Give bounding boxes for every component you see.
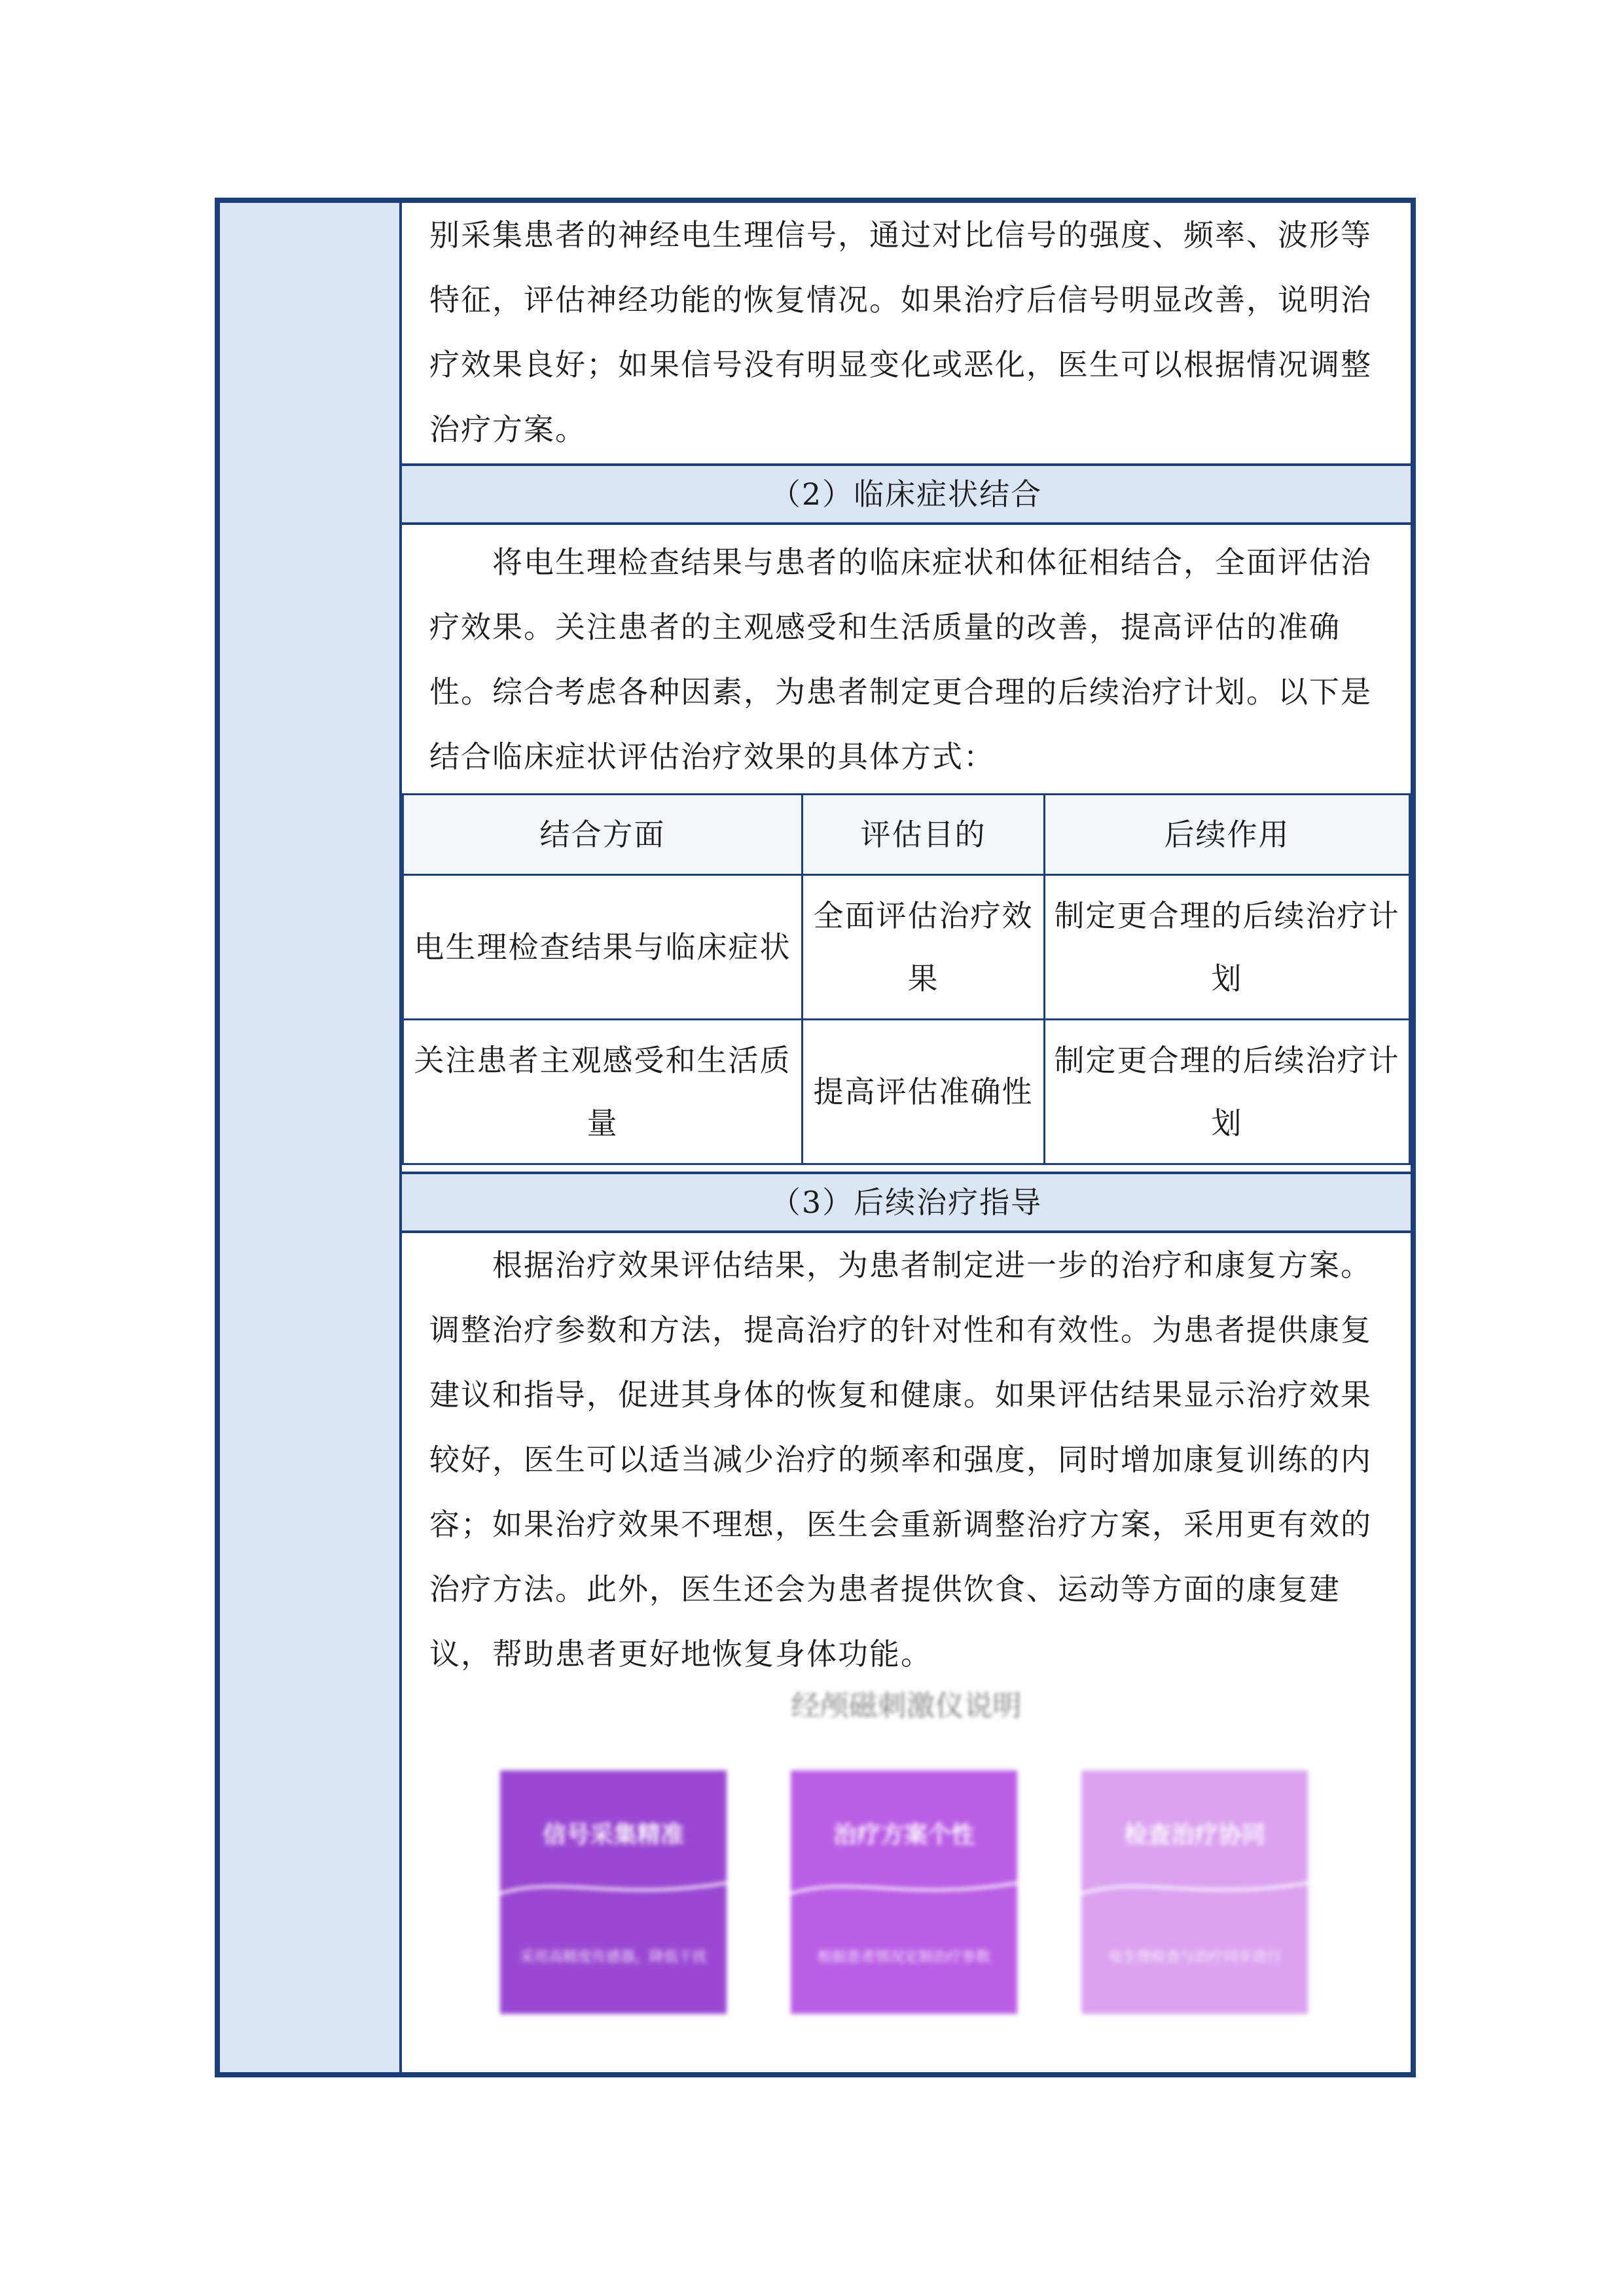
table-header-cell: 后续作用 [1045, 795, 1410, 875]
table-cell: 提高评估准确性 [803, 1020, 1045, 1164]
wave-divider-icon [1081, 1869, 1308, 1908]
table-row [403, 1020, 1410, 1164]
section2-paragraph: 将电生理检查结果与患者的临床症状和体征相结合，全面评估治疗效果。关注患者的主观感受和生活质量的改善，提高评估的准确性。综合考虑各种因素，为患者制定更合理的后续治疗计划。以下是结合临床症状评估治疗效果的具体方式： [429, 545, 1372, 774]
table-row [403, 875, 1410, 1020]
feature-card-desc: 采用高精度传感器，降低干扰 [519, 1949, 707, 1965]
assessment-table [402, 793, 1411, 1165]
section3-heading: （3）后续治疗指导 [402, 1172, 1411, 1233]
feature-card-desc: 电生理检查与治疗同步进行 [1108, 1949, 1281, 1965]
section2-heading: （2）临床症状结合 [402, 463, 1411, 525]
table-header-cell: 评估目的 [803, 795, 1045, 875]
table-header-row [403, 795, 1410, 875]
feature-card-title: 检查治疗协同 [1123, 1821, 1265, 1848]
device-infographic [402, 1682, 1411, 2075]
table-cell: 制定更合理的后续治疗计划 [1045, 1020, 1410, 1164]
table-cell: 全面评估治疗效果 [803, 875, 1045, 1020]
feature-card-desc: 根据患者情况定制治疗参数 [817, 1949, 990, 1965]
feature-card [500, 1770, 727, 2014]
feature-card [791, 1770, 1017, 2014]
feature-card [1081, 1770, 1308, 2014]
wave-divider-icon [791, 1869, 1017, 1908]
table-cell: 制定更合理的后续治疗计划 [1045, 875, 1410, 1020]
document-frame [215, 198, 1416, 2077]
feature-card-title: 信号采集精准 [542, 1821, 684, 1848]
content-column [402, 203, 1411, 2072]
section1-paragraph: 别采集患者的神经电生理信号，通过对比信号的强度、频率、波形等特征，评估神经功能的恢复情况。如果治疗后信号明显改善，说明治疗效果良好；如果信号没有明显变化或恶化，医生可以根据情况调整治疗方案。 [429, 217, 1372, 447]
feature-card-title: 治疗方案个性 [833, 1821, 975, 1848]
section3-paragraph: 根据治疗效果评估结果，为患者制定进一步的治疗和康复方案。调整治疗参数和方法，提高治疗的针对性和有效性。为患者提供康复建议和指导，促进其身体的恢复和健康。如果评估结果显示治疗效果较好，医生可以适当减少治疗的频率和强度，同时增加康复训练的内容；如果治疗效果不理想，医生会重新调整治疗方案，采用更有效的治疗方法。此外，医生还会为患者提供饮食、运动等方面的康复建议，帮助患者更好地恢复身体功能。 [429, 1247, 1372, 1672]
table-header-cell: 结合方面 [403, 795, 803, 875]
wave-divider-icon [500, 1869, 727, 1908]
table-cell: 关注患者主观感受和生活质量 [403, 1020, 803, 1164]
infographic-title: 经颅磁刺激仪说明 [791, 1689, 1022, 1723]
left-label-column [220, 203, 402, 2072]
table-cell: 电生理检查结果与临床症状 [403, 875, 803, 1020]
